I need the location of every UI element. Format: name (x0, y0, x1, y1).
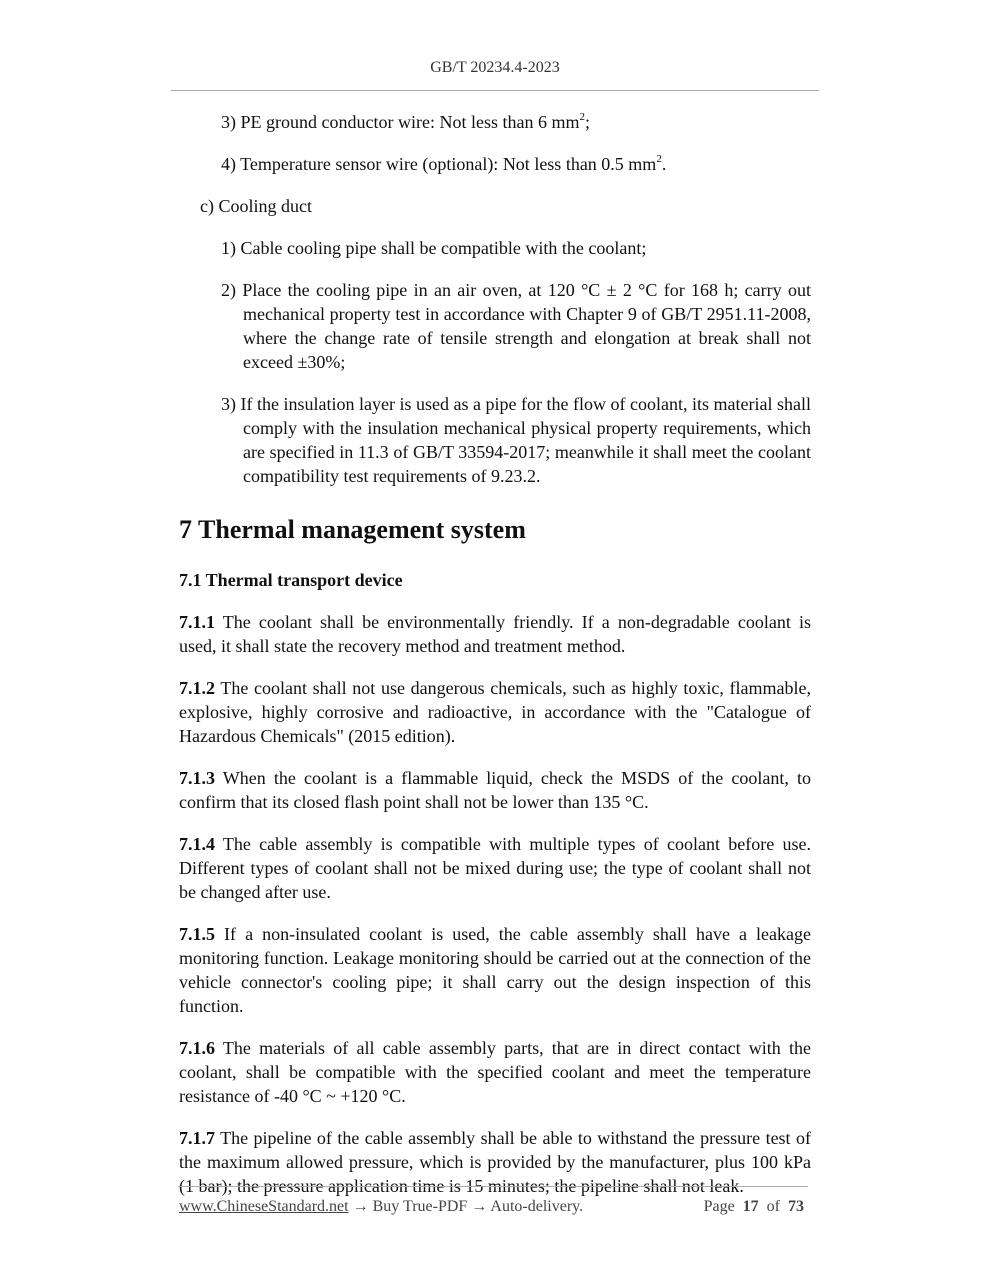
clause-7-1-6: 7.1.6 The materials of all cable assembly parts, that are in direct contact with the coolant, shall be compatible with the specified coolant and meet the temperature resistance of -40 °C ~ +120 °C. (179, 1038, 811, 1106)
header-divider (171, 90, 819, 91)
clause-7-1-2: 7.1.2 The coolant shall not use dangerous chemicals, such as highly toxic, flammable, explosive, highly corrosive and radioactive, in accordance with the "Catalogue of Hazardous Chemicals" (2015 edition). (179, 678, 811, 746)
subsection-title: 7.1 Thermal transport device (179, 570, 403, 590)
list-item-c3: 3) If the insulation layer is used as a pipe for the flow of coolant, its material shall comply with the insulation mechanical physical property requirements, which are specified in 11.3 of GB/T 33594-2017; meanwhile it shall meet the coolant compatibility test requirements of 9.23.2. (221, 394, 811, 486)
clause-7-1-1: 7.1.1 The coolant shall be environmentally friendly. If a non-degradable coolant is used, it shall state the recovery method and treatment method. (179, 612, 811, 656)
running-header: GB/T 20234.4-2023 (430, 59, 560, 76)
clause-7-1-5: 7.1.5 If a non-insulated coolant is used, the cable assembly shall have a leakage monitoring function. Leakage monitoring should be carried out at the connection of the vehicle connector's cooling pipe; it shall carry out the design inspection of this function. (179, 924, 811, 1016)
list-item-b4: 4) Temperature sensor wire (optional): Not less than 0.5 $mm^2$. (221, 153, 667, 174)
footer-divider (178, 1186, 808, 1187)
list-item-c1: 1) Cable cooling pipe shall be compatible with the coolant; (221, 238, 647, 258)
page-total: 73 (788, 1198, 804, 1215)
section-title: 7 Thermal management system (179, 515, 526, 544)
clause-7-1-3: 7.1.3 When the coolant is a flammable liquid, check the MSDS of the coolant, to confirm that its closed flash point shall not be lower than 135 °C. (179, 768, 811, 812)
footer-promo: → Buy True-PDF → Auto-delivery. (348, 1198, 584, 1215)
list-item-b3: 3) PE ground conductor wire: Not less than 6 $mm^2$; (221, 111, 590, 132)
page-footer (179, 1198, 809, 1216)
list-heading-c: c) Cooling duct (200, 196, 312, 216)
clause-7-1-7: 7.1.7 The pipeline of the cable assembly shall be able to withstand the pressure test of the maximum allowed pressure, which is provided by the manufacturer, plus 100 kPa (1 bar); the pressure application time is 15 minutes; the pipeline shall not leak. (179, 1128, 811, 1196)
page-indicator: Page 17 of 73 (703, 1198, 804, 1215)
list-item-c2: 2) Place the cooling pipe in an air oven, at 120 °C ± 2 °C for 168 h; carry out mechanical property test in accordance with Chapter 9 of GB/T 2951.11-2008, where the change rate of tensile strength and elongation at break shall not exceed ±30%; (221, 280, 811, 372)
page-number: 17 (742, 1198, 759, 1215)
page-body (179, 107, 811, 1198)
clause-7-1-4: 7.1.4 The cable assembly is compatible with multiple types of coolant before use. Different types of coolant shall not be mixed during use; the type of coolant shall not be changed after use. (179, 834, 811, 902)
site-link[interactable]: www.ChineseStandard.net (179, 1198, 349, 1215)
